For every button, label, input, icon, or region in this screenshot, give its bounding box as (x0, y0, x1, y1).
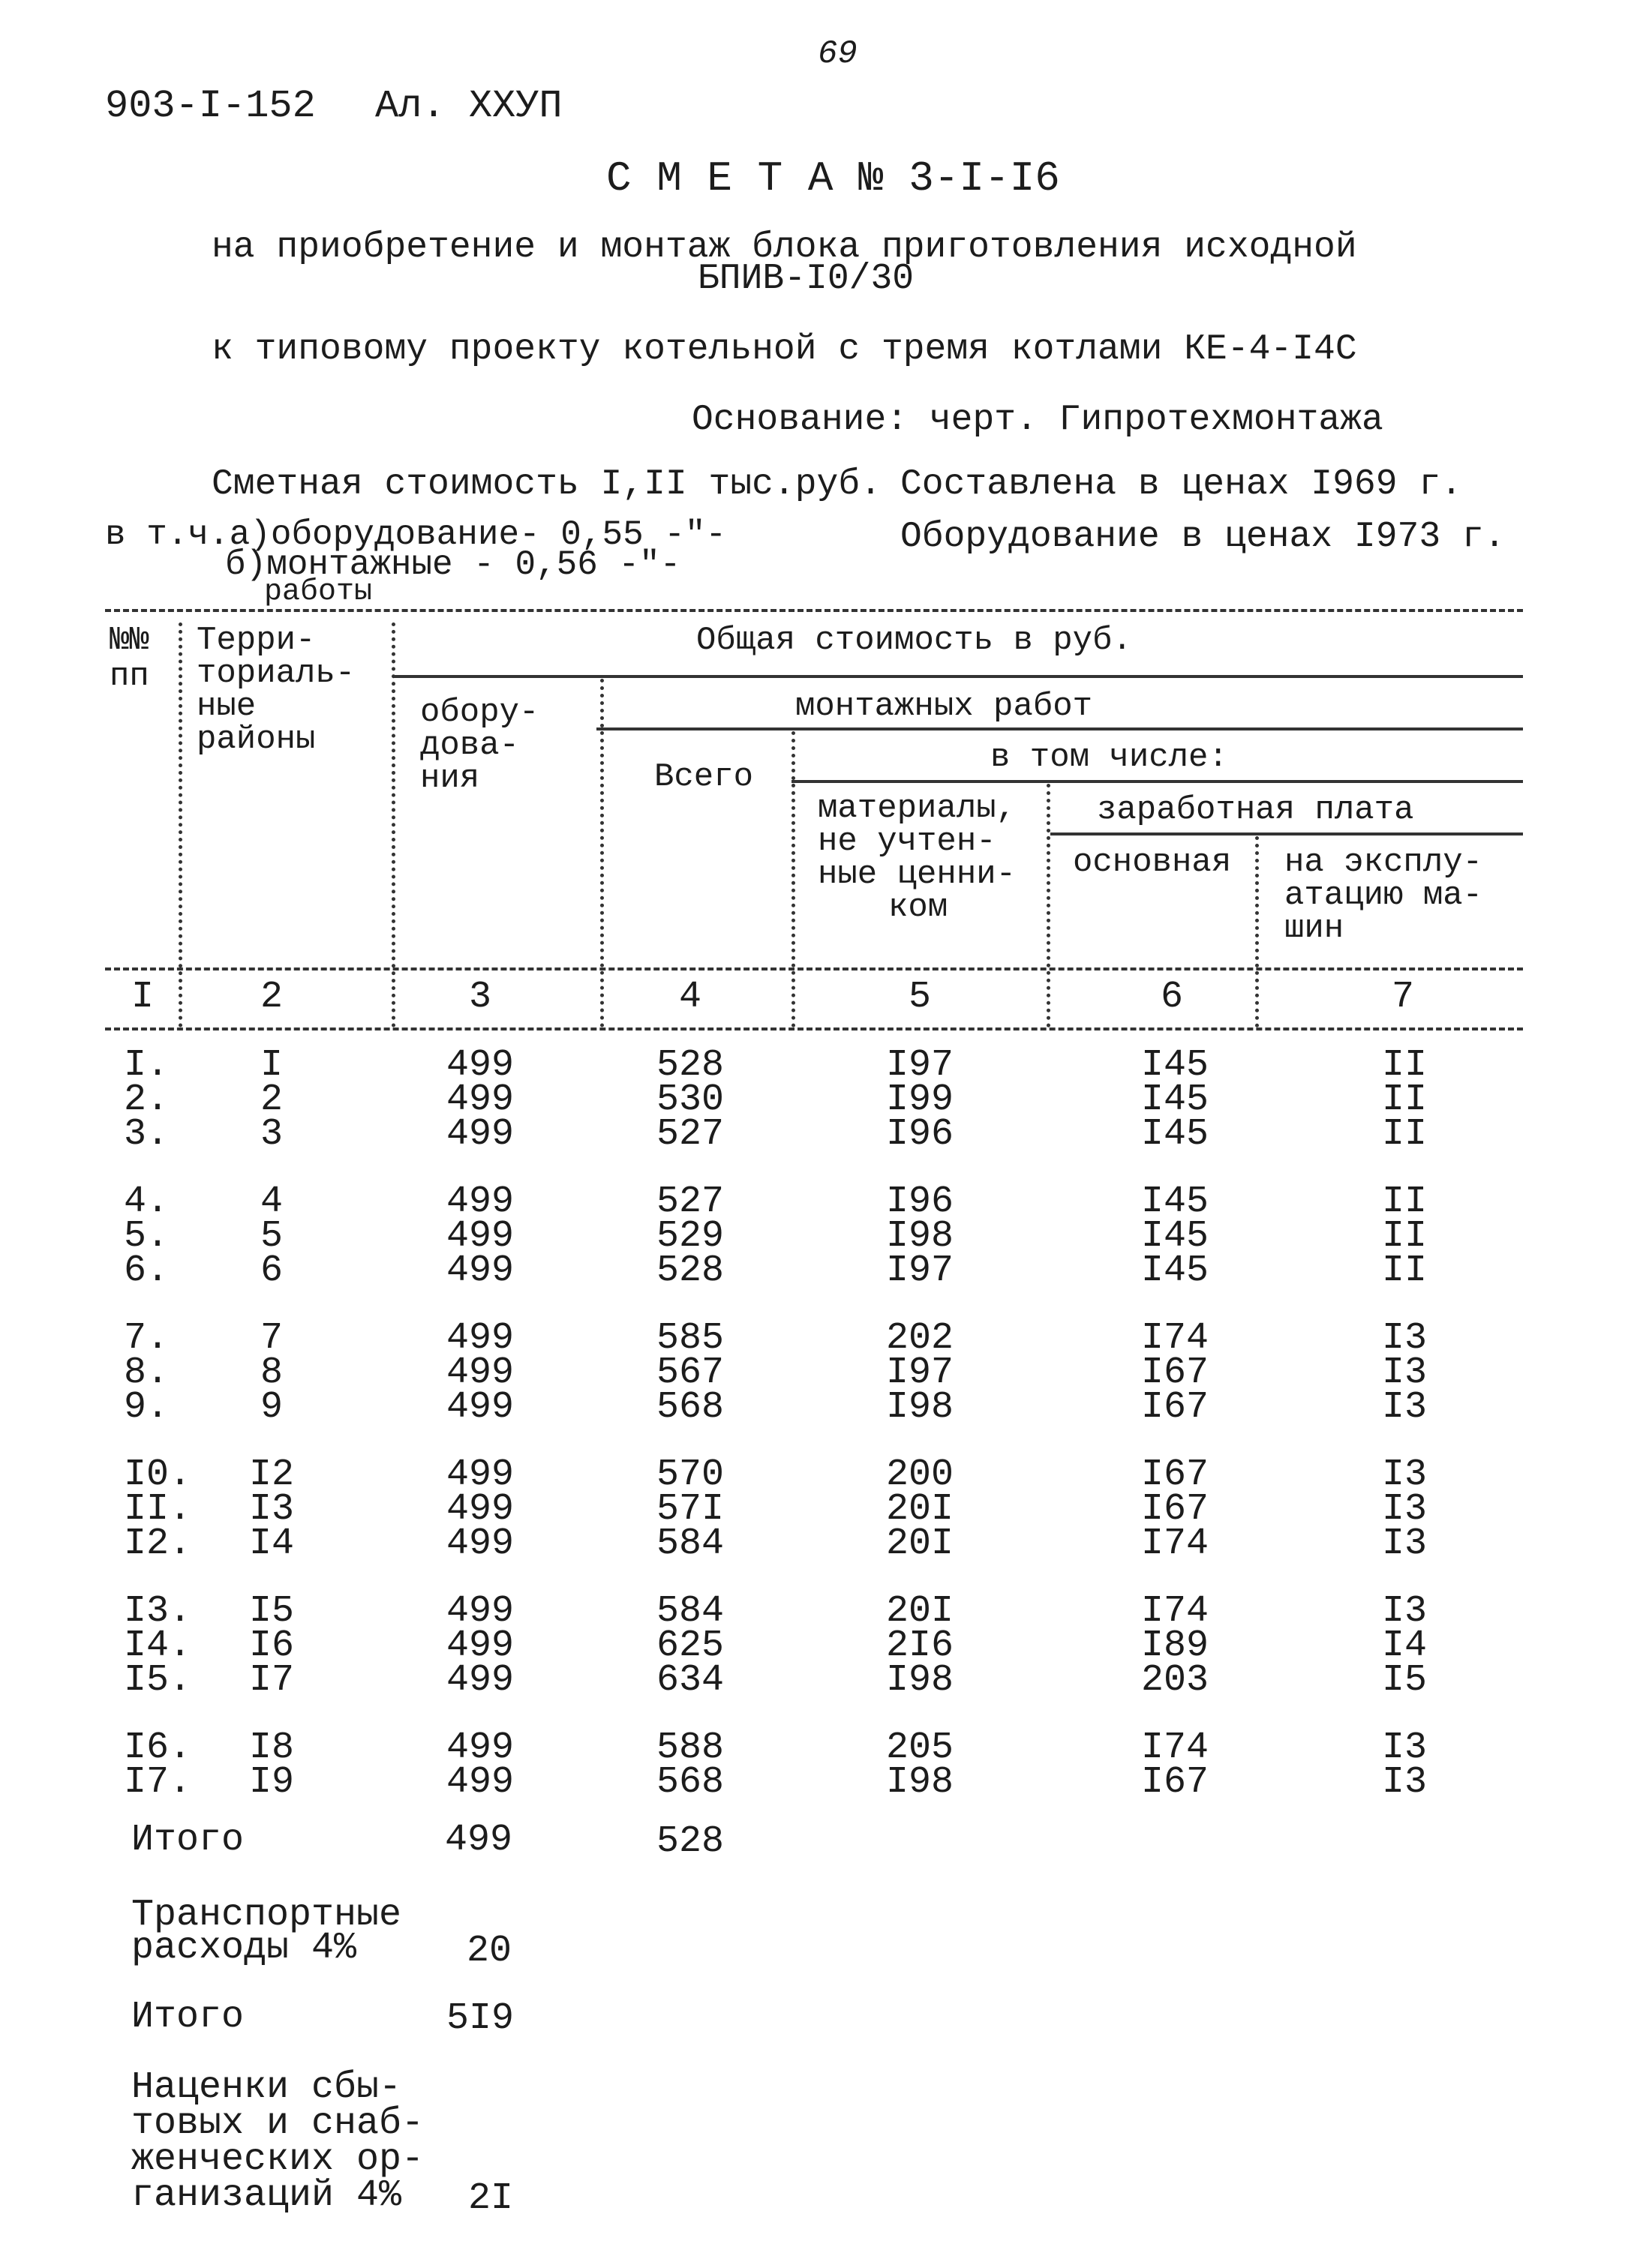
column-number-6: 6 (1160, 976, 1184, 1018)
table-cell-equipment-cost: 499 (446, 1180, 515, 1223)
rule-under-wages (1050, 832, 1523, 836)
page-number: 69 (818, 35, 858, 73)
column-number-4: 4 (678, 976, 702, 1018)
header-total-cost: Общая стоимость в руб. (696, 622, 1132, 659)
header-including: в том числе: (990, 739, 1228, 776)
cost-montage: б)монтажные - 0,56 -"- (225, 545, 681, 584)
column-number-5: 5 (908, 976, 932, 1018)
rule-under-montage (596, 728, 1523, 730)
column-divider-3 (600, 679, 604, 1028)
table-cell-machine-wages: I3 (1381, 1352, 1428, 1394)
table-cell-machine-wages: I3 (1381, 1522, 1428, 1565)
subtotal-montage: 528 (656, 1820, 725, 1863)
table-cell-basic-wages: I89 (1140, 1624, 1209, 1667)
table-cell-montage-total: 57I (656, 1488, 725, 1531)
table-cell-row-number: 2. (124, 1078, 170, 1121)
subtotal-equipment: 499 (444, 1819, 513, 1862)
table-cell-montage-total: 588 (656, 1726, 725, 1769)
table-cell-region: 3 (260, 1113, 284, 1156)
table-cell-equipment-cost: 499 (446, 1215, 515, 1258)
table-cell-montage-total: 530 (656, 1078, 725, 1121)
table-cell-row-number: I2. (124, 1522, 192, 1565)
table-cell-row-number: I0. (124, 1454, 192, 1496)
table-cell-materials: I97 (885, 1352, 954, 1394)
table-cell-region: 4 (260, 1180, 284, 1223)
table-cell-row-number: I4. (124, 1624, 192, 1667)
header-machines-line-2: атацию ма- (1284, 877, 1483, 914)
table-cell-region: 5 (260, 1215, 284, 1258)
table-cell-materials: 20I (885, 1590, 954, 1633)
table-cell-machine-wages: II (1381, 1113, 1428, 1156)
table-cell-equipment-cost: 499 (446, 1726, 515, 1769)
subtotal-label: Итого (131, 1819, 245, 1862)
table-cell-region: I6 (248, 1624, 295, 1667)
table-cell-machine-wages: II (1381, 1250, 1428, 1292)
table-cell-row-number: 3. (124, 1113, 170, 1156)
table-cell-materials: 202 (885, 1317, 954, 1360)
table-cell-equipment-cost: 499 (446, 1113, 515, 1156)
table-cell-region: 8 (260, 1352, 284, 1394)
table-cell-montage-total: 568 (656, 1761, 725, 1804)
header-materials-line-1: материалы, (818, 790, 1017, 827)
table-cell-equipment-cost: 499 (446, 1386, 515, 1429)
table-cell-region: I (260, 1044, 284, 1087)
table-cell-basic-wages: I74 (1140, 1317, 1209, 1360)
header-machines-line-1: на эксплу- (1284, 844, 1483, 881)
table-cell-machine-wages: I3 (1381, 1488, 1428, 1531)
column-number-7: 7 (1391, 976, 1415, 1018)
header-materials-line-2: не учтен- (818, 823, 996, 860)
table-cell-equipment-cost: 499 (446, 1044, 515, 1087)
markup-label-line-4: ганизаций 4% (131, 2174, 402, 2217)
header-equipment-line-1: обору- (420, 694, 539, 731)
table-cell-materials: 200 (885, 1454, 954, 1496)
column-divider-1 (179, 622, 182, 1028)
header-equipment-line-3: ния (420, 760, 480, 797)
table-cell-row-number: I7. (124, 1761, 192, 1804)
column-divider-4 (791, 731, 795, 1028)
markup-label-line-2: товых и снаб- (131, 2102, 425, 2145)
table-cell-equipment-cost: 499 (446, 1488, 515, 1531)
table-cell-machine-wages: II (1381, 1044, 1428, 1087)
table-cell-equipment-cost: 499 (446, 1250, 515, 1292)
table-cell-basic-wages: I67 (1140, 1761, 1209, 1804)
table-cell-equipment-cost: 499 (446, 1454, 515, 1496)
table-cell-machine-wages: I3 (1381, 1317, 1428, 1360)
table-cell-row-number: 6. (124, 1250, 170, 1292)
table-cell-materials: I98 (885, 1659, 954, 1702)
table-cell-materials: 20I (885, 1522, 954, 1565)
table-cell-montage-total: 528 (656, 1250, 725, 1292)
table-cell-row-number: 7. (124, 1317, 170, 1360)
header-basic: основная (1073, 844, 1232, 881)
table-cell-region: I9 (248, 1761, 295, 1804)
column-divider-2 (392, 622, 395, 1028)
header-materials-line-3: ные ценни- (818, 856, 1017, 893)
table-cell-materials: 20I (885, 1488, 954, 1531)
column-divider-6 (1255, 836, 1259, 1028)
markup-label-line-1: Наценки сбы- (131, 2066, 402, 2109)
table-cell-basic-wages: I45 (1140, 1215, 1209, 1258)
table-cell-montage-total: 625 (656, 1624, 725, 1667)
table-cell-montage-total: 584 (656, 1522, 725, 1565)
table-cell-montage-total: 570 (656, 1454, 725, 1496)
prices-1969: Составлена в ценах I969 г. (900, 464, 1462, 505)
table-cell-materials: I98 (885, 1761, 954, 1804)
rule-above-column-numbers (105, 968, 1523, 970)
header-num-line-1: №№ (110, 622, 149, 659)
subtitle-line-1: на приобретение и монтаж блока приготовления исходной (212, 227, 1357, 268)
document-code: 903-I-152 (105, 84, 316, 128)
table-top-rule (105, 609, 1523, 612)
header-region-line-1: Терри- (197, 622, 316, 659)
table-cell-basic-wages: I45 (1140, 1044, 1209, 1087)
table-cell-montage-total: 634 (656, 1659, 725, 1702)
table-cell-materials: I99 (885, 1078, 954, 1121)
header-region-line-2: ториаль- (197, 655, 356, 692)
header-montage: монтажных работ (795, 688, 1093, 725)
table-cell-equipment-cost: 499 (446, 1590, 515, 1633)
table-cell-materials: 2I6 (885, 1624, 954, 1667)
table-cell-equipment-cost: 499 (446, 1761, 515, 1804)
basis-line: Основание: черт. Гипротехмонтажа (692, 400, 1383, 440)
estimated-cost: Сметная стоимость I,II тыс.руб. (212, 464, 882, 505)
table-cell-basic-wages: I74 (1140, 1522, 1209, 1565)
transport-label-line-2: расходы 4% (131, 1927, 357, 1970)
table-cell-basic-wages: I74 (1140, 1590, 1209, 1633)
table-cell-region: 9 (260, 1386, 284, 1429)
header-region-line-4: районы (197, 721, 316, 758)
table-cell-materials: 205 (885, 1726, 954, 1769)
column-number-2: 2 (260, 976, 284, 1018)
table-cell-basic-wages: I45 (1140, 1113, 1209, 1156)
subtitle-line-1b: БПИВ-I0/30 (698, 259, 915, 299)
table-cell-machine-wages: I3 (1381, 1761, 1428, 1804)
header-num-line-2: пп (110, 658, 149, 695)
table-cell-basic-wages: I67 (1140, 1454, 1209, 1496)
table-cell-machine-wages: I5 (1381, 1659, 1428, 1702)
album-number: Ал. XXУП (375, 84, 563, 128)
table-cell-row-number: I6. (124, 1726, 192, 1769)
cost-montage-works: работы (264, 575, 373, 609)
prices-1973: Оборудование в ценах I973 г. (900, 517, 1506, 557)
table-cell-montage-total: 527 (656, 1113, 725, 1156)
rule-below-column-numbers (105, 1028, 1523, 1030)
table-cell-machine-wages: I3 (1381, 1386, 1428, 1429)
table-cell-machine-wages: II (1381, 1215, 1428, 1258)
table-cell-equipment-cost: 499 (446, 1352, 515, 1394)
table-cell-basic-wages: I67 (1140, 1386, 1209, 1429)
table-cell-montage-total: 567 (656, 1352, 725, 1394)
transport-label-line-1: Транспортные (131, 1894, 402, 1936)
column-number-3: 3 (468, 976, 492, 1018)
table-cell-machine-wages: II (1381, 1078, 1428, 1121)
table-cell-materials: I98 (885, 1215, 954, 1258)
table-cell-machine-wages: I3 (1381, 1454, 1428, 1496)
total-label: Итого (131, 1996, 245, 2038)
table-cell-row-number: II. (124, 1488, 192, 1531)
table-cell-row-number: 9. (124, 1386, 170, 1429)
table-cell-basic-wages: I45 (1140, 1180, 1209, 1223)
rule-under-total-cost (394, 675, 1523, 678)
table-cell-equipment-cost: 499 (446, 1317, 515, 1360)
header-all: Всего (654, 758, 754, 796)
table-cell-row-number: I. (124, 1044, 170, 1087)
header-materials-line-4: ком (888, 889, 948, 926)
header-machines-line-3: шин (1284, 910, 1344, 947)
cost-equipment: в т.ч.а)оборудование- 0,55 -"- (105, 515, 727, 554)
table-cell-materials: I98 (885, 1386, 954, 1429)
table-cell-materials: I97 (885, 1250, 954, 1292)
table-cell-row-number: 5. (124, 1215, 170, 1258)
table-cell-basic-wages: I45 (1140, 1078, 1209, 1121)
table-cell-region: I4 (248, 1522, 295, 1565)
table-cell-region: 6 (260, 1250, 284, 1292)
table-cell-montage-total: 528 (656, 1044, 725, 1087)
table-cell-equipment-cost: 499 (446, 1659, 515, 1702)
transport-value: 20 (466, 1930, 512, 1972)
table-cell-equipment-cost: 499 (446, 1078, 515, 1121)
table-cell-region: I7 (248, 1659, 295, 1702)
document-title: С М Е Т А № 3-I-I6 (606, 154, 1060, 202)
table-cell-row-number: I5. (124, 1659, 192, 1702)
total-value: 5I9 (446, 1997, 515, 2040)
table-cell-materials: I96 (885, 1180, 954, 1223)
table-cell-basic-wages: I67 (1140, 1352, 1209, 1394)
header-region-line-3: ные (197, 688, 257, 725)
table-cell-montage-total: 584 (656, 1590, 725, 1633)
table-cell-montage-total: 568 (656, 1386, 725, 1429)
table-cell-region: 2 (260, 1078, 284, 1121)
markup-value: 2I (467, 2177, 514, 2220)
table-cell-materials: I96 (885, 1113, 954, 1156)
table-cell-region: I2 (248, 1454, 295, 1496)
table-cell-montage-total: 529 (656, 1215, 725, 1258)
column-divider-5 (1047, 784, 1050, 1028)
table-cell-montage-total: 585 (656, 1317, 725, 1360)
table-cell-basic-wages: I45 (1140, 1250, 1209, 1292)
subtitle-line-2: к типовому проекту котельной с тремя котлами КЕ-4-I4С (212, 329, 1357, 370)
header-wages: заработная плата (1097, 791, 1414, 829)
table-cell-region: I8 (248, 1726, 295, 1769)
rule-under-including (791, 780, 1523, 783)
table-cell-montage-total: 527 (656, 1180, 725, 1223)
table-cell-equipment-cost: 499 (446, 1522, 515, 1565)
table-cell-region: 7 (260, 1317, 284, 1360)
table-cell-basic-wages: I67 (1140, 1488, 1209, 1531)
table-cell-materials: I97 (885, 1044, 954, 1087)
column-number-1: I (131, 976, 155, 1018)
table-cell-machine-wages: II (1381, 1180, 1428, 1223)
table-cell-row-number: I3. (124, 1590, 192, 1633)
table-cell-machine-wages: I3 (1381, 1590, 1428, 1633)
table-cell-basic-wages: 203 (1140, 1659, 1209, 1702)
markup-label-line-3: женческих ор- (131, 2138, 425, 2181)
table-cell-region: I3 (248, 1488, 295, 1531)
header-equipment-line-2: дова- (420, 727, 520, 764)
table-cell-equipment-cost: 499 (446, 1624, 515, 1667)
table-cell-row-number: 4. (124, 1180, 170, 1223)
table-cell-machine-wages: I4 (1381, 1624, 1428, 1667)
table-cell-machine-wages: I3 (1381, 1726, 1428, 1769)
table-cell-basic-wages: I74 (1140, 1726, 1209, 1769)
table-cell-region: I5 (248, 1590, 295, 1633)
table-cell-row-number: 8. (124, 1352, 170, 1394)
